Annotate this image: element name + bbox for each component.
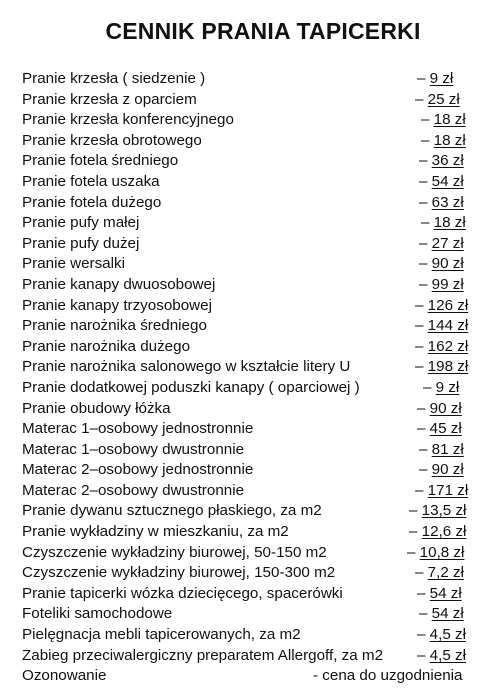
service-price <box>419 440 464 461</box>
service-price <box>419 151 464 172</box>
price-amount: 9 zł <box>435 378 460 396</box>
price-dash: – <box>407 543 420 561</box>
price-row <box>22 584 482 605</box>
price-amount: 45 zł <box>429 420 462 438</box>
price-dash: – <box>419 440 432 458</box>
service-price <box>417 625 466 646</box>
service-price <box>419 254 464 275</box>
price-row <box>22 419 482 440</box>
price-dash: – <box>415 337 428 355</box>
price-dash: – <box>417 70 430 87</box>
price-amount: 18 zł <box>433 214 466 232</box>
price-amount: 90 zł <box>429 399 462 417</box>
price-amount: 4,5 zł <box>429 626 466 644</box>
price-dash: – <box>415 564 428 582</box>
price-row <box>22 543 482 564</box>
price-amount: 54 zł <box>431 172 464 190</box>
price-row <box>22 440 482 461</box>
price-amount: 63 zł <box>431 193 464 211</box>
service-price <box>415 316 468 337</box>
price-amount: 18 zł <box>433 131 466 149</box>
price-amount: 99 zł <box>431 275 464 293</box>
price-amount: 90 zł <box>431 255 464 273</box>
price-dash: – <box>419 275 432 293</box>
service-price <box>421 110 466 131</box>
service-name: Materac 1–osobowy jednostronnie <box>22 420 254 438</box>
price-row <box>22 666 482 687</box>
price-dash: – <box>409 523 422 541</box>
price-row <box>22 110 482 131</box>
page-title: CENNIK PRANIA TAPICERKI <box>105 18 421 44</box>
price-amount: 7,2 zł <box>427 564 464 582</box>
service-name: Pranie tapicerki wózka dziecięcego, spacerówki <box>22 584 343 602</box>
price-row <box>22 378 482 399</box>
price-dash: - <box>313 667 323 685</box>
service-name: Czyszczenie wykładziny biurowej, 50-150 m2 <box>22 543 327 561</box>
price-row <box>22 131 482 152</box>
price-dash: – <box>423 378 436 396</box>
price-row <box>22 90 482 111</box>
price-row <box>22 151 482 172</box>
price-dash: – <box>421 111 434 129</box>
price-amount: 13,5 zł <box>421 502 467 520</box>
price-amount: 81 zł <box>431 440 464 458</box>
price-dash: – <box>419 461 432 479</box>
price-dash: – <box>419 193 432 211</box>
service-price <box>417 646 466 667</box>
price-row <box>22 604 482 625</box>
price-amount: 36 zł <box>431 152 464 170</box>
price-row <box>22 522 482 543</box>
service-name: Pranie pufy dużej <box>22 234 140 252</box>
service-price <box>417 584 462 605</box>
price-dash: – <box>419 152 432 170</box>
service-price <box>419 275 464 296</box>
price-row <box>22 296 482 317</box>
price-row <box>22 460 482 481</box>
service-name: Pranie narożnika średniego <box>22 317 207 335</box>
service-name: Pranie krzesła konferencyjnego <box>22 111 234 129</box>
service-name: Pranie kanapy trzyosobowej <box>22 296 212 314</box>
price-row <box>22 213 482 234</box>
price-amount: 54 zł <box>431 605 464 623</box>
price-dash: – <box>417 584 430 602</box>
price-amount: 54 zł <box>429 584 462 602</box>
price-amount: 171 zł <box>427 481 469 499</box>
price-row <box>22 501 482 522</box>
service-name: Pranie narożnika salonowego w kształcie litery U <box>22 358 351 376</box>
price-dash: – <box>415 481 428 499</box>
service-name: Pranie fotela uszaka <box>22 172 160 190</box>
price-row <box>22 172 482 193</box>
price-dash: – <box>415 296 428 314</box>
price-amount: 4,5 zł <box>429 646 466 664</box>
service-price <box>417 419 462 440</box>
service-name: Pranie wykładziny w mieszkaniu, za m2 <box>22 523 289 541</box>
price-dash: – <box>419 172 432 190</box>
service-price <box>419 604 464 625</box>
service-name: Pranie fotela średniego <box>22 152 179 170</box>
price-dash: – <box>417 420 430 438</box>
price-dash: – <box>421 131 434 149</box>
service-name: Pranie fotela dużego <box>22 193 162 211</box>
price-dash: – <box>409 502 422 520</box>
service-price <box>419 234 464 255</box>
price-amount: 10,8 zł <box>419 543 465 561</box>
service-name: Pielęgnacja mebli tapicerowanych, za m2 <box>22 626 301 644</box>
price-dash: – <box>417 626 430 644</box>
price-row <box>22 337 482 358</box>
service-price <box>419 460 464 481</box>
price-dash: – <box>417 646 430 664</box>
price-amount: 90 zł <box>431 461 464 479</box>
price-amount: 198 zł <box>427 358 469 376</box>
price-dash: – <box>419 234 432 252</box>
price-row <box>22 563 482 584</box>
price-dash: – <box>415 358 428 376</box>
service-price <box>415 481 468 502</box>
service-price <box>421 131 466 152</box>
service-name: Pranie obudowy łóżka <box>22 399 171 417</box>
price-row <box>22 69 482 90</box>
service-price <box>313 666 462 687</box>
price-amount: 144 zł <box>427 317 469 335</box>
service-price <box>415 357 468 378</box>
service-name: Materac 1–osobowy dwustronnie <box>22 440 245 458</box>
service-price <box>409 522 466 543</box>
price-dash: – <box>417 399 430 417</box>
service-name: Ozonowanie <box>22 667 107 685</box>
service-price <box>415 337 468 358</box>
price-amount: 27 zł <box>431 234 464 252</box>
service-price <box>419 172 464 193</box>
price-row <box>22 399 482 420</box>
price-dash: – <box>419 255 432 273</box>
service-name: Pranie dodatkowej poduszki kanapy ( oparciowej ) <box>22 378 360 396</box>
price-dash: – <box>421 214 434 232</box>
service-name: Pranie krzesła obrotowego <box>22 131 202 149</box>
price-amount: 25 zł <box>427 90 460 108</box>
price-row <box>22 275 482 296</box>
service-price <box>407 543 464 564</box>
price-amount: cena do uzgodnienia <box>322 667 463 685</box>
service-name: Foteliki samochodowe <box>22 605 173 623</box>
service-name: Materac 2–osobowy dwustronnie <box>22 481 245 499</box>
price-amount: 18 zł <box>433 111 466 129</box>
price-list <box>22 69 482 687</box>
service-name: Materac 2–osobowy jednostronnie <box>22 461 254 479</box>
service-name: Pranie dywanu sztucznego płaskiego, za m2 <box>22 502 322 520</box>
service-price <box>415 563 464 584</box>
price-row <box>22 254 482 275</box>
service-price <box>415 296 468 317</box>
service-price <box>409 501 466 522</box>
service-name: Pranie wersalki <box>22 255 125 273</box>
price-amount: 12,6 zł <box>421 523 467 541</box>
service-price <box>417 399 462 420</box>
service-name: Pranie narożnika dużego <box>22 337 191 355</box>
service-name: Zabieg przeciwalergiczny preparatem Allergoff, za m2 <box>22 646 384 664</box>
service-name: Pranie krzesła z oparciem <box>22 90 197 108</box>
service-price <box>415 90 460 111</box>
service-price <box>421 213 466 234</box>
price-row <box>22 234 482 255</box>
service-price <box>417 69 453 90</box>
price-amount: 126 zł <box>427 296 469 314</box>
price-amount: 9 zł <box>429 70 454 87</box>
price-row <box>22 646 482 667</box>
price-dash: – <box>415 317 428 335</box>
price-row <box>22 481 482 502</box>
service-name: Pranie krzesła ( siedzenie ) <box>22 70 206 87</box>
price-row <box>22 625 482 646</box>
price-row <box>22 193 482 214</box>
service-price <box>419 193 464 214</box>
price-dash: – <box>415 90 428 108</box>
price-row <box>22 357 482 378</box>
price-dash: – <box>419 605 432 623</box>
price-row <box>22 316 482 337</box>
price-amount: 162 zł <box>427 337 469 355</box>
service-price <box>423 378 459 399</box>
service-name: Czyszczenie wykładziny biurowej, 150-300 m2 <box>22 564 336 582</box>
service-name: Pranie kanapy dwuosobowej <box>22 275 216 293</box>
service-name: Pranie pufy małej <box>22 214 140 232</box>
